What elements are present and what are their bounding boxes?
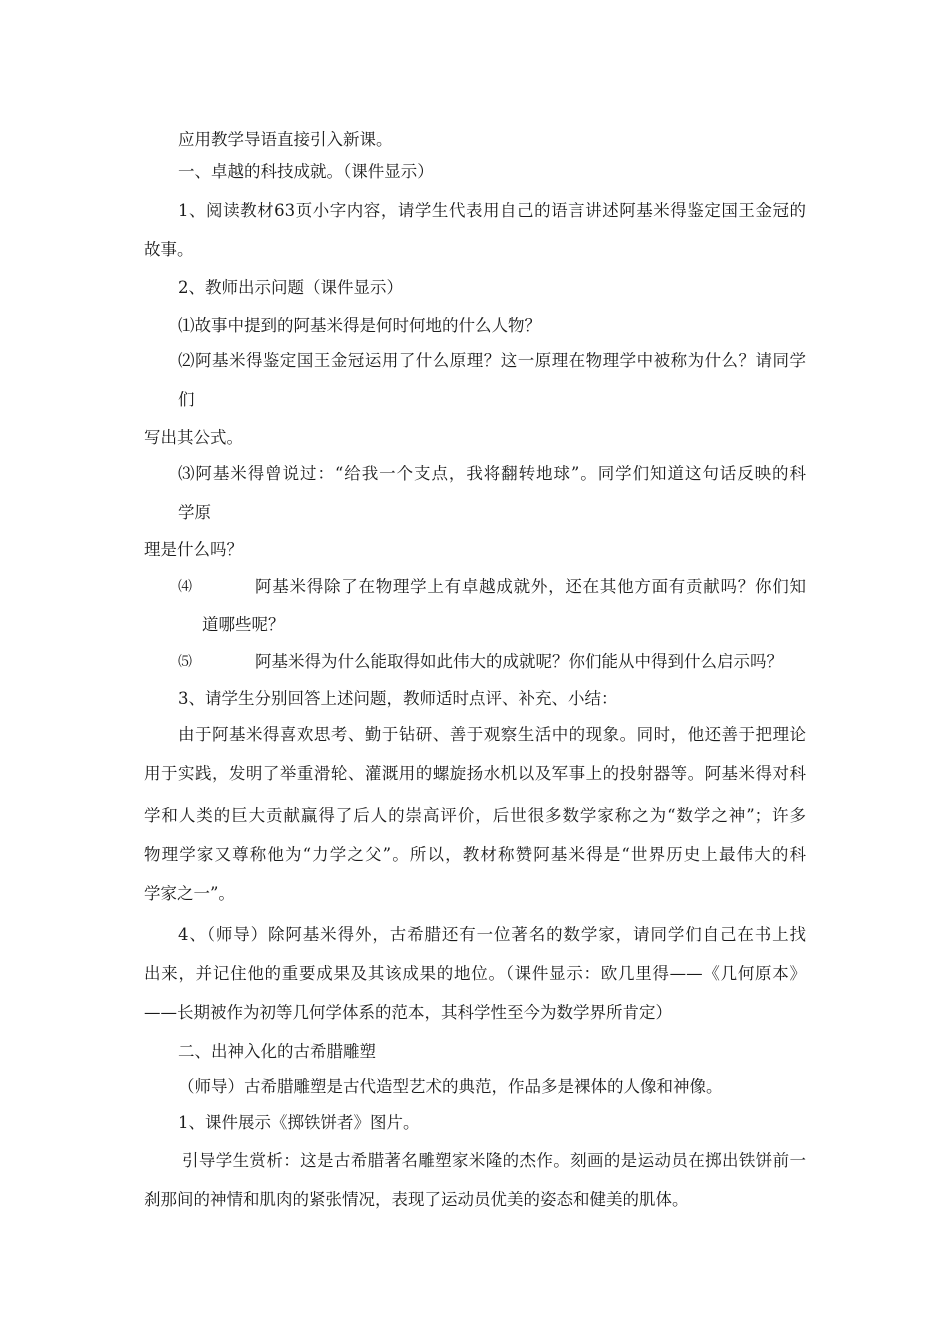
question-line: 阿基米得除了在物理学上有卓越成就外，还在其他方面有贡献吗？你们知 <box>255 577 806 596</box>
section-heading: 一、卓越的科技成就。（课件显示） <box>178 162 434 181</box>
question-number: ⑸ <box>178 654 192 670</box>
question-line: 学原 <box>178 503 211 522</box>
paragraph-line: 刹那间的神情和肌肉的紧张情况，表现了运动员优美的姿态和健美的肌体。 <box>144 1190 689 1209</box>
paragraph-line: 1、课件展示《掷铁饼者》图片。 <box>178 1113 420 1132</box>
paragraph-line: 物理学家又尊称他为“力学之父”。所以，教材称赞阿基米得是“世界历史上最伟大的科 <box>144 845 806 864</box>
question-line: ⑴故事中提到的阿基米得是何时何地的什么人物？ <box>178 316 541 335</box>
paragraph-line: ——长期被作为初等几何学体系的范本，其科学性至今为数学界所肯定） <box>144 1003 672 1022</box>
paragraph-line: 应用教学导语直接引入新课。 <box>178 130 393 149</box>
paragraph-line: 用于实践，发明了举重滑轮、灌溉用的螺旋扬水机以及军事上的投射器等。阿基米得对科 <box>144 764 806 783</box>
paragraph-line: 理是什么吗？ <box>144 540 243 559</box>
question-line: 阿基米得为什么能取得如此伟大的成就呢？你们能从中得到什么启示吗？ <box>255 652 783 671</box>
paragraph-line: 由于阿基米得喜欢思考、勤于钻研、善于观察生活中的现象。同时，他还善于把理论 <box>178 725 806 744</box>
paragraph-line: 引导学生赏析：这是古希腊著名雕塑家米隆的杰作。刻画的是运动员在掷出铁饼前一 <box>182 1151 806 1170</box>
question-number: ⑷ <box>178 579 192 595</box>
paragraph-line: （师导）古希腊雕塑是古代造型艺术的典范，作品多是裸体的人像和神像。 <box>178 1077 723 1096</box>
section-heading: 二、出神入化的古希腊雕塑 <box>178 1042 376 1061</box>
paragraph-line: 出来，并记住他的重要成果及其该成果的地位。（课件显示：欧几里得——《几何原本》 <box>144 964 806 983</box>
paragraph-line: 3、请学生分别回答上述问题，教师适时点评、补充、小结： <box>178 689 618 708</box>
paragraph-line: 写出其公式。 <box>144 428 243 447</box>
paragraph-line: 2、教师出示问题（课件显示） <box>178 278 403 297</box>
question-line: 道哪些呢？ <box>202 615 285 634</box>
question-line: 们 <box>178 390 195 409</box>
paragraph-line: 学家之一”。 <box>144 884 235 903</box>
question-line: ⑵阿基米得鉴定国王金冠运用了什么原理？这一原理在物理学中被称为什么？请同学 <box>178 351 806 370</box>
paragraph-line: 4、（师导）除阿基米得外，古希腊还有一位著名的数学家，请同学们自己在书上找 <box>178 925 806 944</box>
paragraph-line: 学和人类的巨大贡献赢得了后人的崇高评价，后世很多数学家称之为“数学之神”；许多 <box>144 806 806 825</box>
question-line: ⑶阿基米得曾说过：“给我一个支点，我将翻转地球”。同学们知道这句话反映的科 <box>178 464 806 483</box>
paragraph-line: 1、阅读教材63页小字内容，请学生代表用自己的语言讲述阿基米得鉴定国王金冠的 <box>178 201 806 220</box>
paragraph-line: 故事。 <box>144 240 194 259</box>
